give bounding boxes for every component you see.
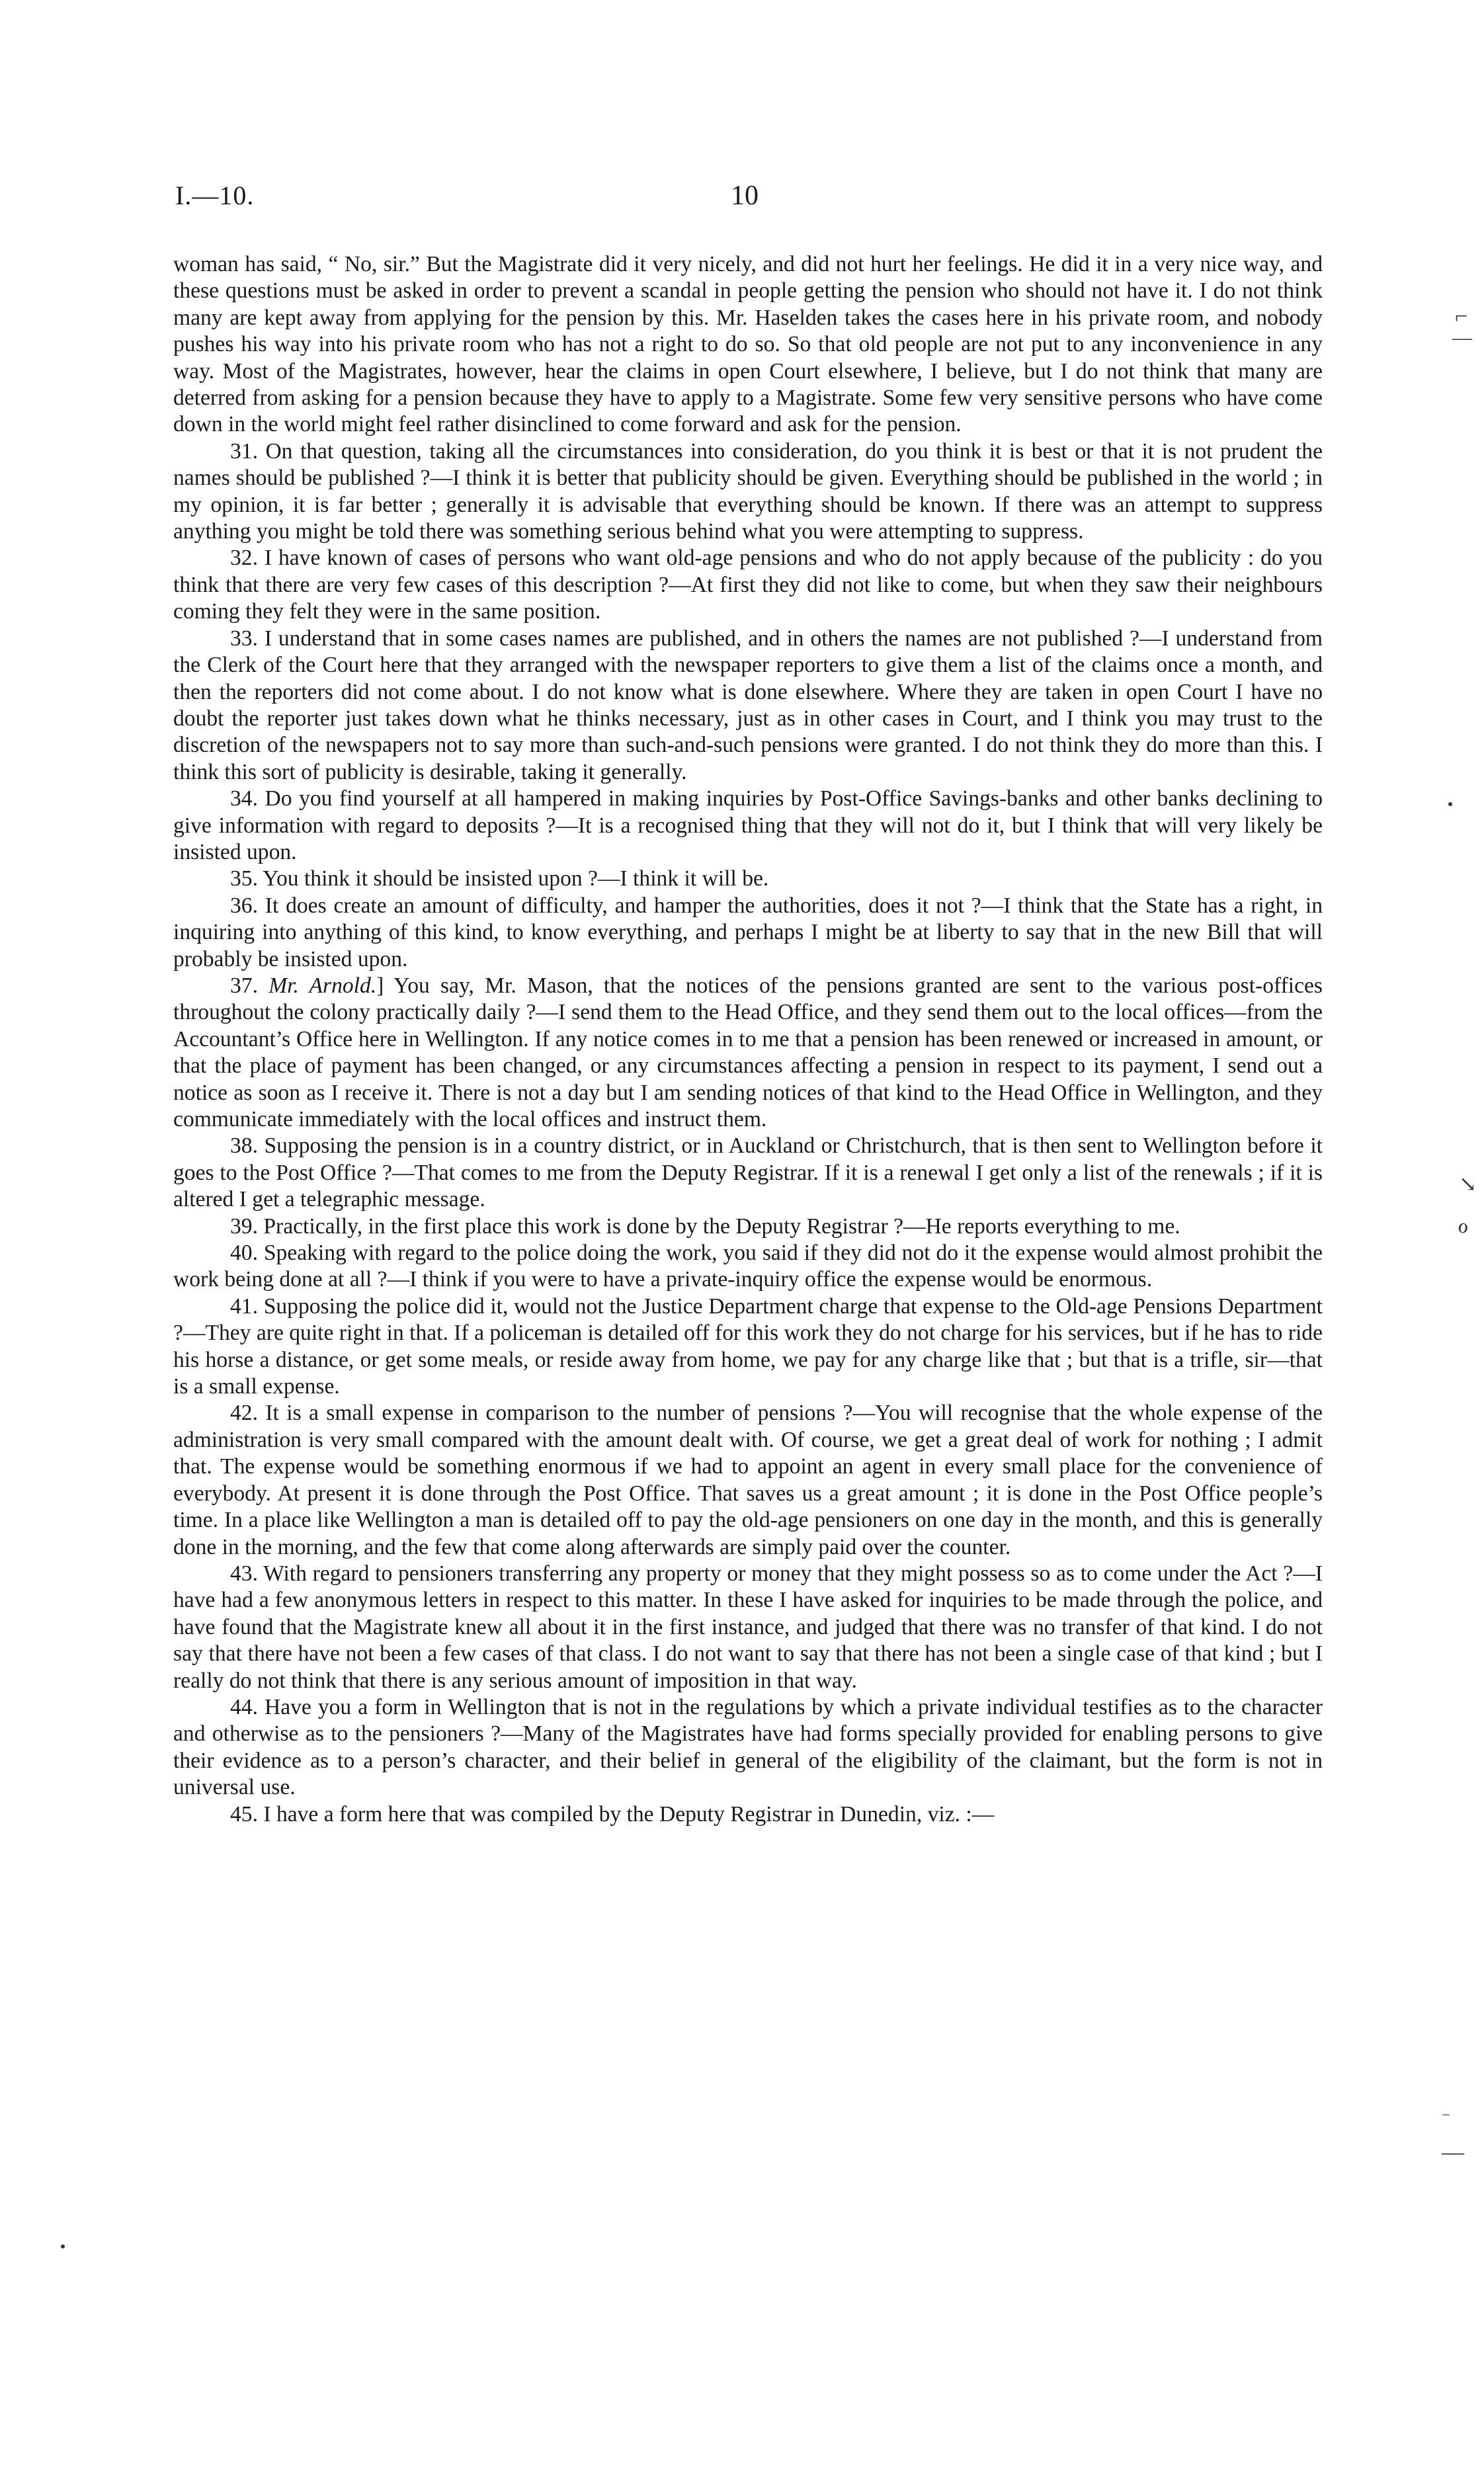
paragraph-q40: 40. Speaking with regard to the police doing the work, you said if they did not do it the expense would almost prohibit the work being done at all ?—I think if you were to have a private-inquiry office the expense would be enormous. <box>173 1241 1323 1292</box>
paragraph-q35: 35. You think it should be insisted upon ?—I think it will be. <box>230 866 769 891</box>
paragraph-q31: 31. On that question, taking all the circumstances into consideration, do you think it is best or that it is not prudent the names should be published ?—I think it is better that publicity should be given. Everything should be published in the world ; in my opinion, it is far better ; generally it is advisable that everything should be known. If there was an attempt to suppress anything you might be told there was something serious behind what you were attempting to suppress. <box>173 438 1323 544</box>
paragraph-q37-text: ] You say, Mr. Mason, that the notices of the pensions granted are sent to the various post-offices throughout the colony practically daily ?—I send them to the Head Office, and they send them out to the local offices—from the Accountant’s Office here in Wellington. If any notice comes in to me that a pension has been renewed or increased in amount, or that the place of payment has been changed, or any circumstances affecting a pension in respect to its payment, I send out a notice as soon as I receive it. There is not a day but I am sending notices of that kind to the Head Office in Wellington, and they communicate immediately with the local offices and instruct them. <box>173 973 1323 1131</box>
paragraph-q44: 44. Have you a form in Wellington that is not in the regulations by which a private individual testifies as to the character and otherwise as to the pensioners ?—Many of the Magistrates have had forms specially provided for enabling persons to give their evidence as to a person’s character, and their belief in general of the eligibility of the claimant, but the form is not in universal use. <box>173 1694 1323 1800</box>
margin-scan-mark: ‾ <box>1443 2114 1450 2134</box>
paragraph-q36: 36. It does create an amount of difficulty, and hamper the authorities, does it not ?—I think that the State has a right, in inquiring into anything of this kind, to know everything, and perhaps I might be at liberty to say that in the new Bill that will probably be insisted upon. <box>173 893 1323 971</box>
page-header <box>175 180 1326 220</box>
paragraph-q41: 41. Supposing the police did it, would not the Justice Department charge that expense to the Old-age Pensions Department ?—They are quite right in that. If a policeman is detailed off for this work they do not charge for his services, but if he has to ride his horse a distance, or get some meals, or reside away from home, we pay for any charge like that ; but that is a trifle, sir—that is a small expense. <box>173 1294 1323 1399</box>
paragraph-q34: 34. Do you find yourself at all hampered in making inquiries by Post-Office Savings-banks and other banks declining to give information with regard to deposits ?—It is a recognised thing that they will not do it, but I think that will very likely be insisted upon. <box>173 786 1323 864</box>
margin-scan-mark: — <box>1452 327 1472 349</box>
margin-scan-mark: ⌐ <box>1455 304 1468 329</box>
page-number: 10 <box>731 181 759 211</box>
paragraph-q33: 33. I understand that in some cases names are published, and in others the names are not published ?—I understand from the Clerk of the Court here that they arranged with the newspaper reporters to give them a list of the claims once a month, and then the reporters did not come about. I do not know what is done elsewhere. Where they are taken in open Court I have no doubt the reporter just takes down what he thinks necessary, just as in other cases in Court, and I think you may trust to the discretion of the newspapers not to say more than such-and-such pensions were granted. I do not think they do more than this. I think this sort of publicity is desirable, taking it generally. <box>173 626 1323 784</box>
margin-scan-mark: ↘ <box>1459 1172 1477 1196</box>
paragraph-q38: 38. Supposing the pension is in a country district, or in Auckland or Christchurch, that is then sent to Wellington before it goes to the Post Office ?—That comes to me from the Deputy Registrar. If it is a renewal I get only a list of the renewals ; if it is altered I get a telegraphic message. <box>173 1133 1323 1212</box>
margin-scan-dot <box>61 2244 65 2248</box>
question-number-37: 37. <box>230 973 269 998</box>
margin-scan-mark: — <box>1442 2140 1464 2164</box>
paragraph-q45: 45. I have a form here that was compiled by the Deputy Registrar in Dunedin, viz. :— <box>230 1801 995 1827</box>
paragraph-q37 <box>173 973 1323 1133</box>
header-reference: I.—10. <box>175 181 255 210</box>
paragraph-q42: 42. It is a small expense in comparison to the number of pensions ?—You will recognise that the whole expense of the administration is very small compared with the amount dealt with. Of course, we get a great deal of work for nothing ; I admit that. The expense would be something enormous if we had to appoint an agent in every small place for the convenience of everybody. At present it is done through the Post Office. That saves us a great amount ; it is done in the Post Office people’s time. In a place like Wellington a man is detailed off to pay the old-age pensioners on one day in the month, and this is generally done in the morning, and the few that come along afterwards are simply paid over the counter. <box>173 1401 1323 1559</box>
paragraph-continuation: woman has said, “ No, sir.” But the Magistrate did it very nicely, and did not hurt her feelings. He did it in a very nice way, and these questions must be asked in order to prevent a scandal in people getting the pension who should not have it. I do not think many are kept away from applying for the pension by this. Mr. Haselden takes the cases here in his private room, and nobody pushes his way into his private room who has not a right to do so. So that old people are not put to any inconvenience in any way. Most of the Magistrates, however, hear the claims in open Court elsewhere, I believe, but I do not think that many are deterred from asking for a pension because they have to apply to a Magistrate. Some few very sensitive persons who have come down in the world might feel rather disinclined to come forward and ask for the pension. <box>173 252 1323 437</box>
paragraph-q39: 39. Practically, in the first place this work is done by the Deputy Registrar ?—He reports everything to me. <box>230 1213 1180 1239</box>
body-text <box>173 251 1323 1828</box>
margin-scan-mark: ℴ <box>1458 1212 1469 1238</box>
paragraph-q43: 43. With regard to pensioners transferring any property or money that they might possess so as to come under the Act ?—I have had a few anonymous letters in respect to this matter. In these I have asked for inquiries to be made through the police, and have found that the Magistrate knew all about it in the first instance, and judged that there was no transfer of that kind. I do not say that there have not been a few cases of that class. I do not want to say that there has not been a single case of that kind ; but I really do not think that there is any serious amount of imposition in that way. <box>173 1561 1323 1693</box>
paragraph-q32: 32. I have known of cases of persons who want old-age pensions and who do not apply because of the publicity : do you think that there are very few cases of this description ?—At first they did not like to come, but when they saw their neighbours coming they felt they were in the same position. <box>173 546 1323 624</box>
speaker-name: Mr. Arnold. <box>268 973 377 998</box>
margin-scan-dot <box>1448 802 1452 806</box>
